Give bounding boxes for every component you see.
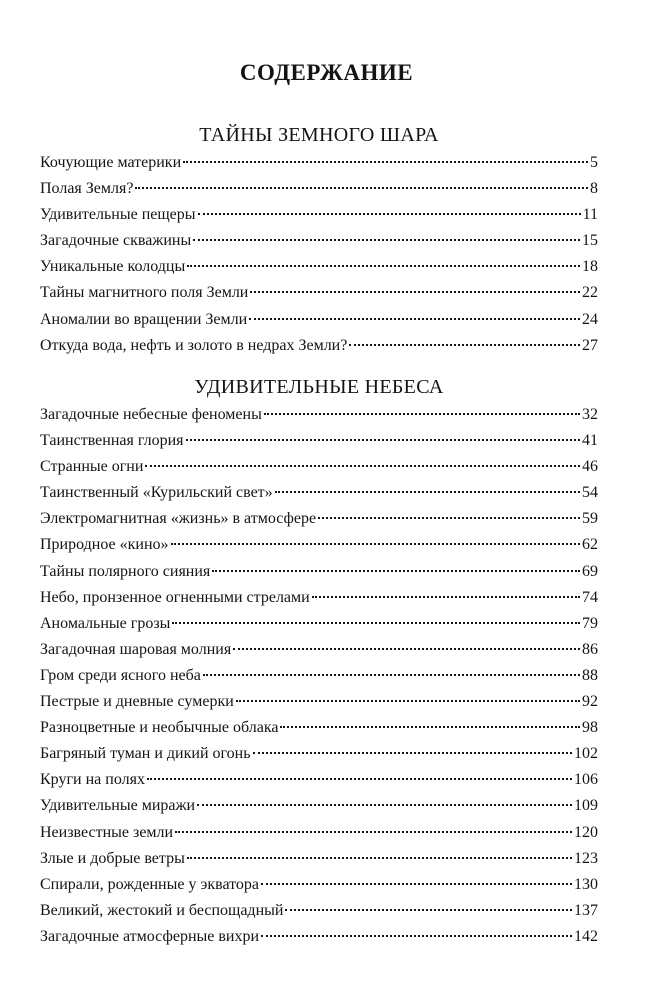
toc-entry-page: 5 [590,154,598,171]
toc-entry-title: Электромагнитная «жизнь» в атмосфере [40,510,317,528]
toc-entry-title: Пестрые и дневные сумерки [40,693,234,711]
toc-entry-title: Аномальные грозы [40,614,171,632]
toc-entry[interactable] [40,715,598,741]
toc-entry-page: 88 [582,666,598,684]
toc-entry-page: 22 [582,284,598,302]
toc-entry[interactable] [40,333,598,359]
toc-entry-page: 54 [582,484,598,502]
toc-entry-title: Тайны магнитного поля Земли [40,284,249,302]
toc-entry[interactable] [40,846,598,872]
toc-entry-title: Круги на полях [40,771,145,789]
dot-leader [312,595,580,598]
dot-leader [175,830,572,833]
dot-leader [261,882,572,885]
dot-leader [253,751,572,754]
toc-entry[interactable] [40,585,598,611]
toc-entry[interactable] [40,228,598,254]
toc-entry[interactable] [40,767,598,793]
toc-entry[interactable] [40,924,598,950]
toc-entry-page: 106 [574,771,598,789]
toc-entry-title: Аномалии во вращении Земли [40,310,248,328]
dot-leader [193,238,580,241]
toc-list [40,402,598,950]
toc-entry[interactable] [40,532,598,558]
toc-entry[interactable] [40,611,598,637]
toc-entry-page: 62 [582,536,598,554]
toc-entry[interactable] [40,689,598,715]
toc-entry-title: Гром среди ясного неба [40,666,201,684]
dot-leader [261,934,572,937]
dot-leader [285,908,572,911]
toc-entry[interactable] [40,872,598,898]
dot-leader [249,317,580,320]
toc-entry-page: 18 [582,258,598,276]
dot-leader [198,212,581,215]
toc-entry[interactable] [40,506,598,532]
toc-entry[interactable] [40,559,598,585]
page-title: СОДЕРЖАНИЕ [239,60,414,85]
dot-leader [212,569,580,572]
toc-entry-page: 79 [582,614,598,632]
dot-leader [280,725,580,728]
section-amazing-skies [40,372,598,950]
dot-leader [171,542,580,545]
toc-entry[interactable] [40,820,598,846]
toc-entry-title: Кочующие материки [40,154,182,171]
toc-entry-page: 120 [574,823,598,841]
dot-leader [187,264,580,267]
toc-entry-title: Загадочные атмосферные вихри [40,927,260,945]
section-earth-mysteries [40,120,598,359]
toc-entry-title: Природное «кино» [40,536,169,554]
toc-entry-page: 109 [574,797,598,815]
toc-entry-title: Странные огни [40,458,144,476]
toc-entry-page: 102 [574,745,598,763]
toc-entry-page: 46 [582,458,598,476]
dot-leader [203,673,580,676]
dot-leader [233,647,580,650]
toc-entry-page: 59 [582,510,598,528]
toc-entry-page: 98 [582,719,598,737]
toc-entry[interactable] [40,254,598,280]
toc-entry-title: Откуда вода, нефть и золото в недрах Земли? [40,336,348,354]
toc-entry-title: Спирали, рожденные у экватора [40,875,260,893]
toc-entry-title: Уникальные колодцы [40,258,186,276]
toc-entry[interactable] [40,202,598,228]
dot-leader [183,160,588,163]
toc-entry-title: Разноцветные и необычные облака [40,719,279,737]
toc-entry-page: 142 [574,927,598,945]
toc-entry-page: 86 [582,640,598,658]
dot-leader [172,621,580,624]
toc-entry-title: Злые и добрые ветры [40,849,185,867]
dot-leader [147,777,572,780]
dot-leader [318,516,580,519]
toc-entry[interactable] [40,454,598,480]
toc-entry[interactable] [40,898,598,924]
toc-entry[interactable] [40,793,598,819]
toc-entry-page: 27 [582,336,598,354]
toc-entry[interactable] [40,663,598,689]
toc-entry-title: Загадочные небесные феномены [40,406,262,423]
dot-leader [197,803,572,806]
toc-entry[interactable] [40,307,598,333]
toc-list [40,150,598,359]
toc-entry-page: 24 [582,310,598,328]
dot-leader [145,464,580,467]
toc-entry-page: 11 [582,206,598,224]
dot-leader [250,290,580,293]
section-heading: УДИВИТЕЛЬНЫЕ НЕБЕСА [194,376,444,398]
toc-entry-page: 15 [582,232,598,250]
toc-entry-page: 130 [574,875,598,893]
toc-entry-page: 123 [574,849,598,867]
section-heading: ТАЙНЫ ЗЕМНОГО ШАРА [199,124,439,146]
toc-entry[interactable] [40,637,598,663]
toc-entry-title: Великий, жестокий и беспощадный [40,901,284,919]
toc-entry-page: 32 [582,406,598,423]
toc-entry-title: Багряный туман и дикий огонь [40,745,251,763]
toc-entry[interactable] [40,480,598,506]
toc-entry-page: 74 [582,588,598,606]
toc-entry[interactable] [40,741,598,767]
toc-entry-title: Удивительные миражи [40,797,196,815]
dot-leader [135,186,588,189]
toc-entry-title: Таинственная глория [40,432,184,450]
dot-leader [186,438,581,441]
dot-leader [264,412,580,415]
toc-entry-title: Таинственный «Курильский свет» [40,484,273,502]
toc-entry-title: Тайны полярного сияния [40,562,211,580]
toc-entry[interactable] [40,280,598,306]
toc-entry-title: Загадочная шаровая молния [40,640,232,658]
toc-entry-title: Загадочные скважины [40,232,192,250]
toc-entry-title: Неизвестные земли [40,823,174,841]
dot-leader [236,699,580,702]
toc-entry-page: 41 [582,432,598,450]
toc-entry[interactable] [40,150,598,176]
dot-leader [187,856,572,859]
toc-entry[interactable] [40,428,598,454]
toc-entry-page: 8 [590,180,598,198]
toc-entry-title: Небо, пронзенное огненными стрелами [40,588,310,606]
dot-leader [349,343,580,346]
toc-entry-title: Удивительные пещеры [40,206,196,224]
toc-entry-page: 137 [574,901,598,919]
toc-entry-title: Полая Земля? [40,180,134,198]
toc-entry-page: 92 [582,693,598,711]
toc-entry[interactable] [40,402,598,428]
toc-entry[interactable] [40,176,598,202]
toc-entry-page: 69 [582,562,598,580]
dot-leader [275,490,580,493]
